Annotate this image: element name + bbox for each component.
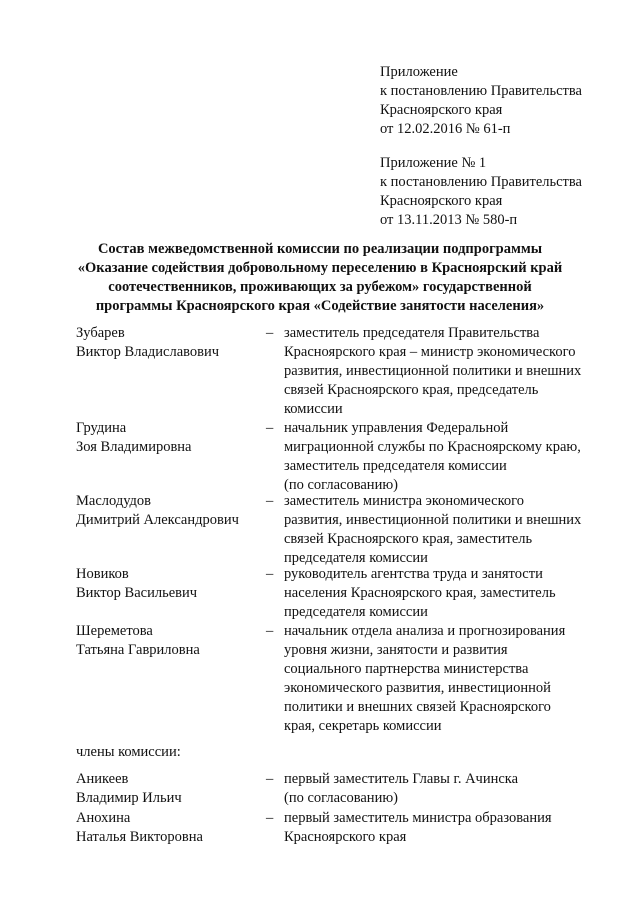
member-name: [76, 492, 266, 530]
role-line: Красноярского края – министр экономического: [284, 344, 576, 360]
role-line: уровня жизни, занятости и развития: [284, 642, 508, 658]
member-given-name: Зоя Владимировна: [76, 439, 192, 455]
member-given-name: Димитрий Александрович: [76, 512, 239, 528]
appendix-reference-current: [380, 63, 620, 139]
role-line: экономического развития, инвестиционной: [284, 680, 551, 696]
document-title: [40, 240, 600, 316]
role-line: первый заместитель Главы г. Ачинска: [284, 771, 519, 787]
role-line: заместитель министра экономического: [284, 493, 525, 509]
title-line: соотечественников, проживающих за рубежом» государственной: [108, 279, 532, 295]
role-line: председателя комиссии: [284, 550, 428, 566]
member-name: [76, 622, 266, 660]
role-line: комиссии: [284, 401, 343, 417]
role-line: социального партнерства министерства: [284, 661, 529, 677]
member-role: [284, 622, 616, 736]
role-line: политики и внешних связей Красноярского: [284, 699, 551, 715]
member-given-name: Татьяна Гавриловна: [76, 642, 200, 658]
appendix-reference-original: [380, 154, 620, 230]
appendix-line: к постановлению Правительства: [380, 83, 582, 99]
members-heading: члены комиссии:: [76, 744, 181, 760]
dash-separator: –: [266, 566, 274, 582]
member-given-name: Владимир Ильич: [76, 790, 182, 806]
appendix-line: Красноярского края: [380, 102, 503, 118]
dash-separator: –: [266, 493, 274, 509]
member-surname: Новиков: [76, 566, 129, 582]
member-given-name: Наталья Викторовна: [76, 829, 203, 845]
member-given-name: Виктор Васильевич: [76, 585, 198, 601]
member-role: [284, 492, 616, 568]
appendix-line: к постановлению Правительства: [380, 174, 582, 190]
member-name: [76, 419, 266, 457]
member-surname: Грудина: [76, 420, 127, 436]
member-given-name: Виктор Владиславович: [76, 344, 220, 360]
appendix-line: Красноярского края: [380, 193, 503, 209]
dash-separator: –: [266, 420, 274, 436]
member-name: [76, 565, 266, 603]
role-line: первый заместитель министра образования: [284, 810, 552, 826]
role-line: (по согласованию): [284, 477, 398, 493]
role-line: развития, инвестиционной политики и внешних: [284, 512, 582, 528]
member-name: [76, 324, 266, 362]
title-line: «Оказание содействия добровольному переселению в Красноярский край: [77, 260, 563, 276]
role-line: заместитель председателя Правительства: [284, 325, 540, 341]
member-surname: Маслодудов: [76, 493, 152, 509]
dash-separator: –: [266, 623, 274, 639]
role-line: развития, инвестиционной политики и внешних: [284, 363, 582, 379]
member-surname: Шереметова: [76, 623, 153, 639]
appendix-line: Приложение: [380, 64, 458, 80]
role-line: начальник отдела анализа и прогнозирования: [284, 623, 566, 639]
role-line: председателя комиссии: [284, 604, 428, 620]
member-surname: Аникеев: [76, 771, 129, 787]
member-role: [284, 565, 616, 622]
role-line: связей Красноярского края, председатель: [284, 382, 539, 398]
appendix-line: Приложение № 1: [380, 155, 487, 171]
member-role: [284, 324, 616, 419]
member-surname: Зубарев: [76, 325, 125, 341]
role-line: миграционной службы по Красноярскому краю,: [284, 439, 581, 455]
role-line: руководитель агентства труда и занятости: [284, 566, 543, 582]
dash-separator: –: [266, 325, 274, 341]
member-name: [76, 770, 266, 808]
member-role: [284, 770, 616, 808]
title-line: Состав межведомственной комиссии по реализации подпрограммы: [97, 241, 543, 257]
member-role: [284, 809, 616, 847]
role-line: заместитель председателя комиссии: [284, 458, 507, 474]
role-line: Красноярского края: [284, 829, 407, 845]
role-line: начальник управления Федеральной: [284, 420, 509, 436]
role-line: населения Красноярского края, заместитель: [284, 585, 556, 601]
title-line: программы Красноярского края «Содействие занятости населения»: [95, 298, 545, 314]
member-name: [76, 809, 266, 847]
role-line: связей Красноярского края, заместитель: [284, 531, 533, 547]
appendix-line: от 12.02.2016 № 61-п: [380, 121, 511, 137]
role-line: края, секретарь комиссии: [284, 718, 442, 734]
appendix-line: от 13.11.2013 № 580-п: [380, 212, 518, 228]
member-role: [284, 419, 616, 495]
dash-separator: –: [266, 810, 274, 826]
dash-separator: –: [266, 771, 274, 787]
member-surname: Анохина: [76, 810, 131, 826]
role-line: (по согласованию): [284, 790, 398, 806]
